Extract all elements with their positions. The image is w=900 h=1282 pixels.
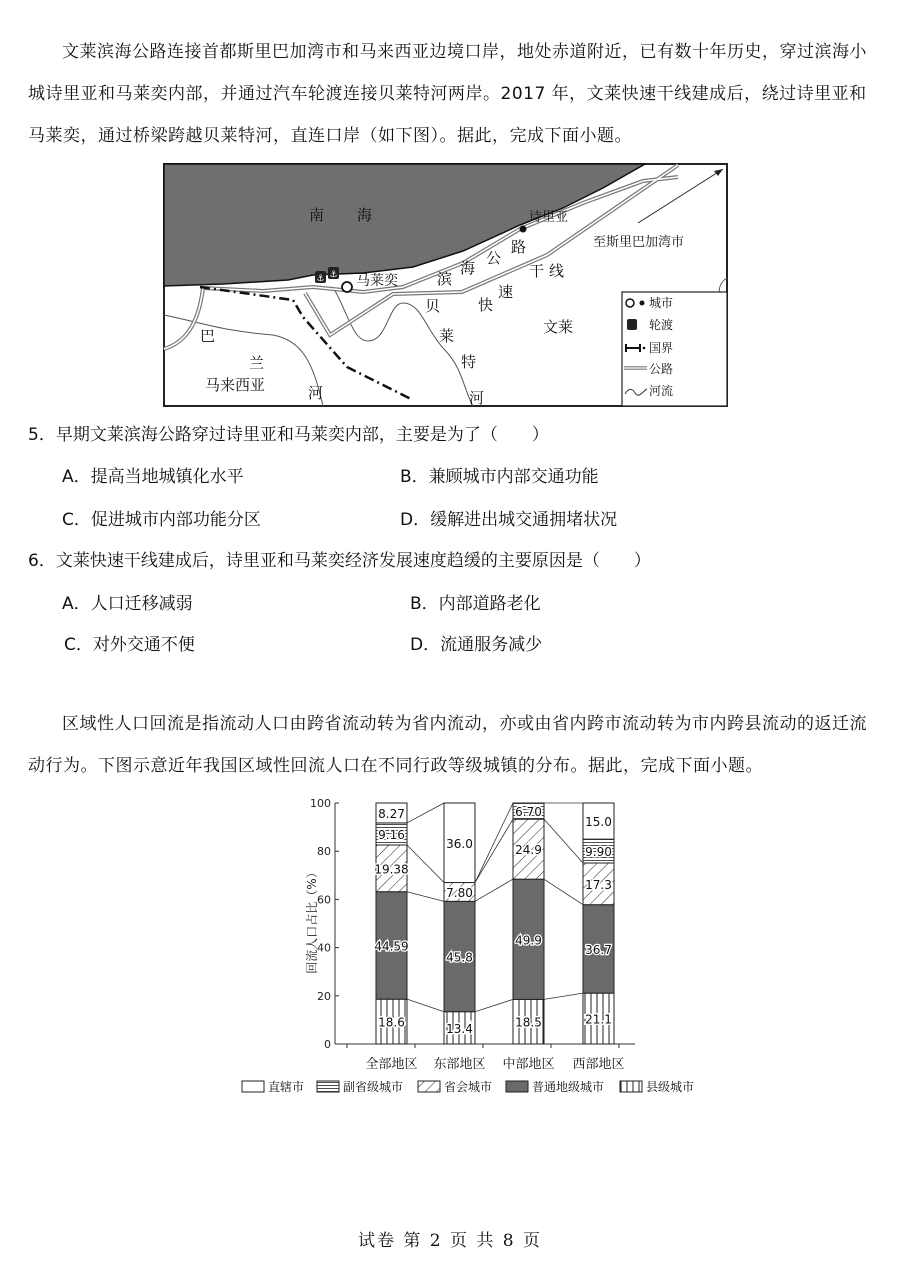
coastal-road-char: 滨: [437, 270, 453, 288]
baram-river-char: 巴: [200, 327, 216, 345]
legend-label: 城市: [649, 296, 674, 310]
question-6-option-c[interactable]: C．对外交通不便: [64, 635, 195, 655]
data-label: 18.5: [515, 1015, 542, 1030]
question-5-option-a[interactable]: A．提高当地城镇化水平: [62, 467, 244, 487]
city-seria-icon: [520, 226, 527, 233]
question-6-option-d[interactable]: D．流通服务减少: [410, 635, 543, 655]
data-label: 24.9: [515, 843, 542, 858]
expressway-char: 速: [498, 283, 514, 301]
y-tick-label: 40: [317, 941, 331, 955]
expressway-char: 干: [529, 262, 545, 280]
y-axis-label: 回流人口占比（%）: [305, 866, 319, 974]
legend-swatch: [242, 1081, 264, 1092]
baram-river-char: 河: [308, 384, 324, 402]
legend-label: 副省级城市: [343, 1080, 404, 1094]
belait-river-char: 贝: [425, 297, 441, 315]
legend-swatch: [317, 1081, 339, 1092]
x-tick-label: 东部地区: [433, 1057, 486, 1072]
connector-line: [475, 999, 513, 1011]
legend-label: 普通地级城市: [532, 1080, 605, 1094]
to-capital-label: 至斯里巴加湾市: [593, 235, 685, 250]
sea-label-2: 海: [357, 206, 373, 224]
question-5-option-c[interactable]: C．促进城市内部功能分区: [62, 510, 261, 530]
data-label: 9.16: [378, 827, 405, 842]
connector-line: [407, 803, 444, 823]
legend-swatch: [506, 1081, 528, 1092]
data-label: 36.7: [585, 942, 612, 957]
data-label: 9.90: [585, 845, 612, 860]
passage-1: 文莱滨海公路连接首都斯里巴加湾市和马来西亚边境口岸，地处赤道附近，已有数十年历史，穿过滨海小城诗里亚和马莱奕内部，并通过汽车轮渡连接贝莱特河两岸。2017 年，文莱快速干线建成后，绕过诗里亚和马莱奕，通过桥梁跨越贝莱特河，直连口岸（如下图）。据此，完成下面小题。: [28, 42, 867, 146]
data-label: 45.8: [446, 950, 473, 965]
y-tick-label: 60: [317, 893, 331, 907]
data-label: 7.80: [446, 885, 473, 900]
connector-line: [544, 993, 583, 999]
data-label: 36.0: [446, 836, 473, 851]
connector-line: [475, 803, 513, 883]
legend-label: 公路: [649, 362, 674, 376]
connector-line: [544, 879, 583, 905]
malaysia-label: 马来西亚: [205, 376, 266, 394]
legend-label: 直辖市: [268, 1080, 305, 1094]
sea-label-1: 南: [309, 206, 325, 224]
question-6-option-a[interactable]: A．人口迁移减弱: [62, 594, 193, 614]
y-tick-label: 100: [310, 797, 331, 810]
legend-swatch: [620, 1081, 642, 1092]
legend-label: 县级城市: [646, 1080, 695, 1094]
y-tick-label: 20: [317, 989, 331, 1003]
ferry-icon: [328, 267, 339, 280]
coastal-road-char: 路: [511, 238, 527, 256]
y-tick-label: 80: [317, 845, 331, 859]
coastal-road-char: 海: [460, 259, 476, 277]
return-population-chart: [240, 790, 740, 1100]
data-label: 15.0: [585, 815, 612, 830]
data-label: 8.27: [378, 806, 405, 821]
data-label: 49.9: [515, 933, 542, 948]
map-legend: [622, 292, 727, 406]
x-tick-label: 西部地区: [572, 1057, 625, 1072]
connector-line: [475, 879, 513, 901]
data-label: 19.38: [374, 862, 409, 877]
ferry-icon: [627, 319, 637, 330]
connector-line: [544, 819, 583, 863]
x-tick-label: 中部地区: [502, 1057, 555, 1072]
data-label: 17.3: [585, 877, 612, 892]
page-footer: 试卷 第 2 页 共 8 页: [357, 1231, 543, 1251]
brunei-map: [163, 163, 729, 408]
legend-swatch: [418, 1081, 440, 1092]
city-icon: [626, 299, 634, 307]
data-label: 6.70: [515, 805, 542, 820]
ferry-icon: [315, 271, 326, 284]
svg-text:⚓: ⚓: [316, 274, 325, 284]
data-label: 44.59: [374, 939, 409, 954]
city-kuala-belait-icon: [342, 282, 352, 292]
brunei-label: 文莱: [543, 318, 574, 336]
belait-river-char: 特: [461, 353, 477, 371]
data-label: 13.4: [446, 1021, 473, 1036]
kuala-belait-label: 马莱奕: [356, 273, 398, 289]
expressway-char: 线: [549, 262, 565, 280]
legend-label: 省会城市: [444, 1080, 493, 1094]
legend-label: 轮渡: [649, 318, 674, 332]
data-label: 21.1: [585, 1012, 612, 1027]
legend-label: 河流: [649, 384, 674, 398]
question-6-option-b[interactable]: B．内部道路老化: [410, 594, 541, 614]
belait-river-char: 河: [469, 389, 485, 407]
question-5-stem: 5．早期文莱滨海公路穿过诗里亚和马莱奕内部，主要是为了（ ）: [28, 425, 549, 445]
question-5-option-d[interactable]: D．缓解进出城交通拥堵状况: [400, 510, 618, 530]
expressway-char: 快: [478, 296, 494, 314]
question-5-option-b[interactable]: B．兼顾城市内部交通功能: [400, 467, 599, 487]
data-label: 18.6: [378, 1015, 405, 1030]
connector-line: [407, 999, 444, 1012]
connector-line: [407, 892, 444, 902]
coastal-road-char: 公: [486, 249, 502, 267]
belait-river-char: 莱: [439, 327, 455, 345]
svg-text:⚓: ⚓: [329, 270, 338, 280]
x-tick-label: 全部地区: [365, 1057, 418, 1072]
connector-line: [475, 819, 513, 882]
y-tick-label: 0: [324, 1038, 331, 1051]
question-6-stem: 6．文莱快速干线建成后，诗里亚和马莱奕经济发展速度趋缓的主要原因是（ ）: [28, 551, 651, 571]
legend-label: 国界: [649, 341, 674, 355]
baram-river-char: 兰: [249, 354, 265, 372]
connector-line: [407, 845, 444, 883]
seria-label: 诗里亚: [529, 210, 569, 225]
passage-2: 区域性人口回流是指流动人口由跨省流动转为省内流动，亦或由省内跨市流动转为市内跨县流动的返迁流动行为。下图示意近年我国区域性回流人口在不同行政等级城镇的分布。据此，完成下面小题。: [28, 714, 867, 776]
